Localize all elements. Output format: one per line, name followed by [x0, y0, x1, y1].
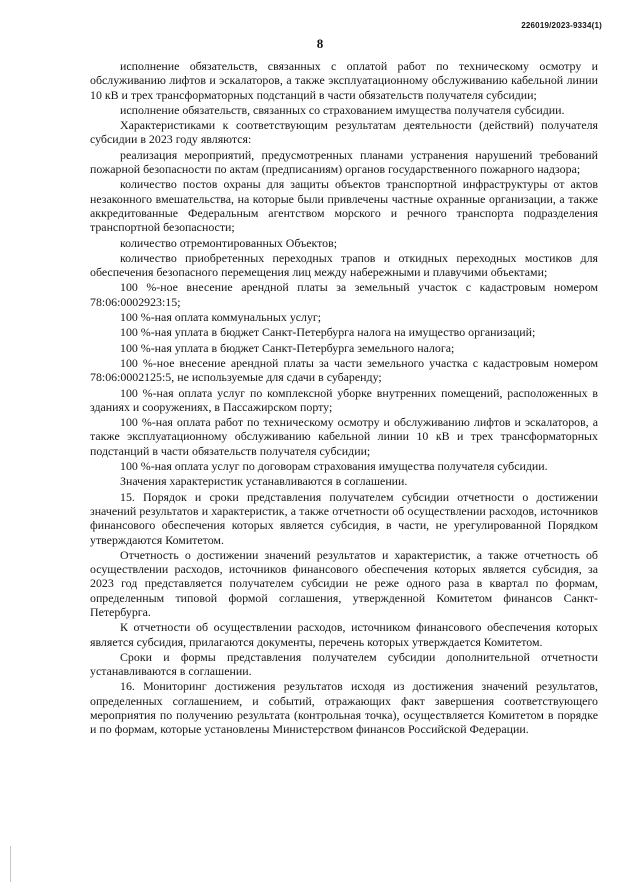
paragraph: 100 %-ная оплата услуг по комплексной уборке внутренних помещений, расположенных в зданиях и сооружениях, в Пассажирском порту; — [90, 385, 598, 414]
paragraph: 15. Порядок и сроки представления получателем субсидии отчетности о достижении значений результатов и характеристик, а также отчетности об осуществлении расходов, источников финансового обеспечения которых является субсидия, в части, не урегулированной Порядком утверждаются Комитетом. — [90, 489, 598, 547]
paragraph: 100 %-ная оплата услуг по договорам страхования имущества получателя субсидии. — [120, 459, 548, 474]
paragraph: 100 %-ная уплата в бюджет Санкт-Петербурга налога на имущество организаций; — [120, 325, 536, 340]
paragraph: Сроки и формы представления получателем субсидии дополнительной отчетности устанавливаются в соглашении. — [90, 649, 598, 679]
document-body — [90, 59, 598, 738]
paragraph: 100 %-ная оплата работ по техническому осмотру и обслуживанию лифтов и эскалаторов, а также эксплуатационному обслуживанию кабельной линии 10 кВ и трех трансформаторных подстанций в части обязательств получателя субсидии; — [90, 415, 598, 458]
paragraph: 100 %-ная уплата в бюджет Санкт-Петербурга земельного налога; — [120, 340, 455, 355]
paragraph: исполнение обязательств, связанных с оплатой работ по техническому осмотру и обслуживанию лифтов и эскалаторов, а также эксплуатационному обслуживанию кабельной линии 10 кВ и трех трансформаторных подстанций в части обязательств получателя субсидии; — [90, 59, 598, 102]
page-number: 8 — [316, 36, 324, 51]
paragraph: Характеристиками к соответствующим результатам деятельности (действий) получателя субсидии в 2023 году являются: — [90, 118, 598, 147]
paragraph: Отчетность о достижении значений результатов и характеристик, а также отчетность об осуществлении расходов, источников финансового обеспечения которых является субсидия, за 2023 год представляется получателем субсидии не реже одного раза в квартал по формам, определенным типовой формой соглашения, утвержденной Комитетом финансов Санкт-Петербурга. — [90, 547, 598, 619]
paragraph: реализация мероприятий, предусмотренных планами устранения нарушений требований пожарной безопасности по актам (предписаниям) органов государственного пожарного надзора; — [90, 147, 598, 177]
paragraph: количество отремонтированных Объектов; — [120, 235, 338, 250]
paragraph: 100 %-ная оплата коммунальных услуг; — [120, 310, 322, 325]
paragraph: 100 %-ное внесение арендной платы за части земельного участка с кадастровым номером 78:06:0002125:5, не используемые для сдачи в субаренду; — [90, 355, 598, 385]
paragraph: 100 %-ное внесение арендной платы за земельный участок с кадастровым номером 78:06:0002923:15; — [90, 280, 598, 309]
scan-margin-line — [10, 846, 11, 882]
paragraph: Значения характеристик устанавливаются в соглашении. — [120, 474, 408, 489]
paragraph: количество приобретенных переходных трапов и откидных переходных мостиков для обеспечения безопасного перемещения лиц между набережными и плавучими объектами; — [90, 250, 598, 280]
paragraph: 16. Мониторинг достижения результатов исходя из достижения значений результатов, определенных соглашением, и событий, отражающих факт завершения соответствующего мероприятия по получению результата (контрольная точка), осуществляется Комитетом в порядке и по формам, которые установлены Министерством финансов Российской Федерации. — [90, 679, 598, 737]
paragraph: К отчетности об осуществлении расходов, источником финансового обеспечения которых является субсидия, прилагаются документы, перечень которых утверждается Комитетом. — [90, 620, 598, 649]
paragraph: количество постов охраны для защиты объектов транспортной инфраструктуры от актов незаконного вмешательства, на которые были привлечены частные охранные организации, а также аккредитованные Федеральным агентством морского и речного транспорта подразделения транспортной безопасности; — [90, 177, 598, 235]
document-registration-number: 226019/2023-9334(1) — [521, 21, 602, 30]
paragraph: исполнение обязательств, связанных со страхованием имущества получателя субсидии. — [120, 102, 565, 117]
